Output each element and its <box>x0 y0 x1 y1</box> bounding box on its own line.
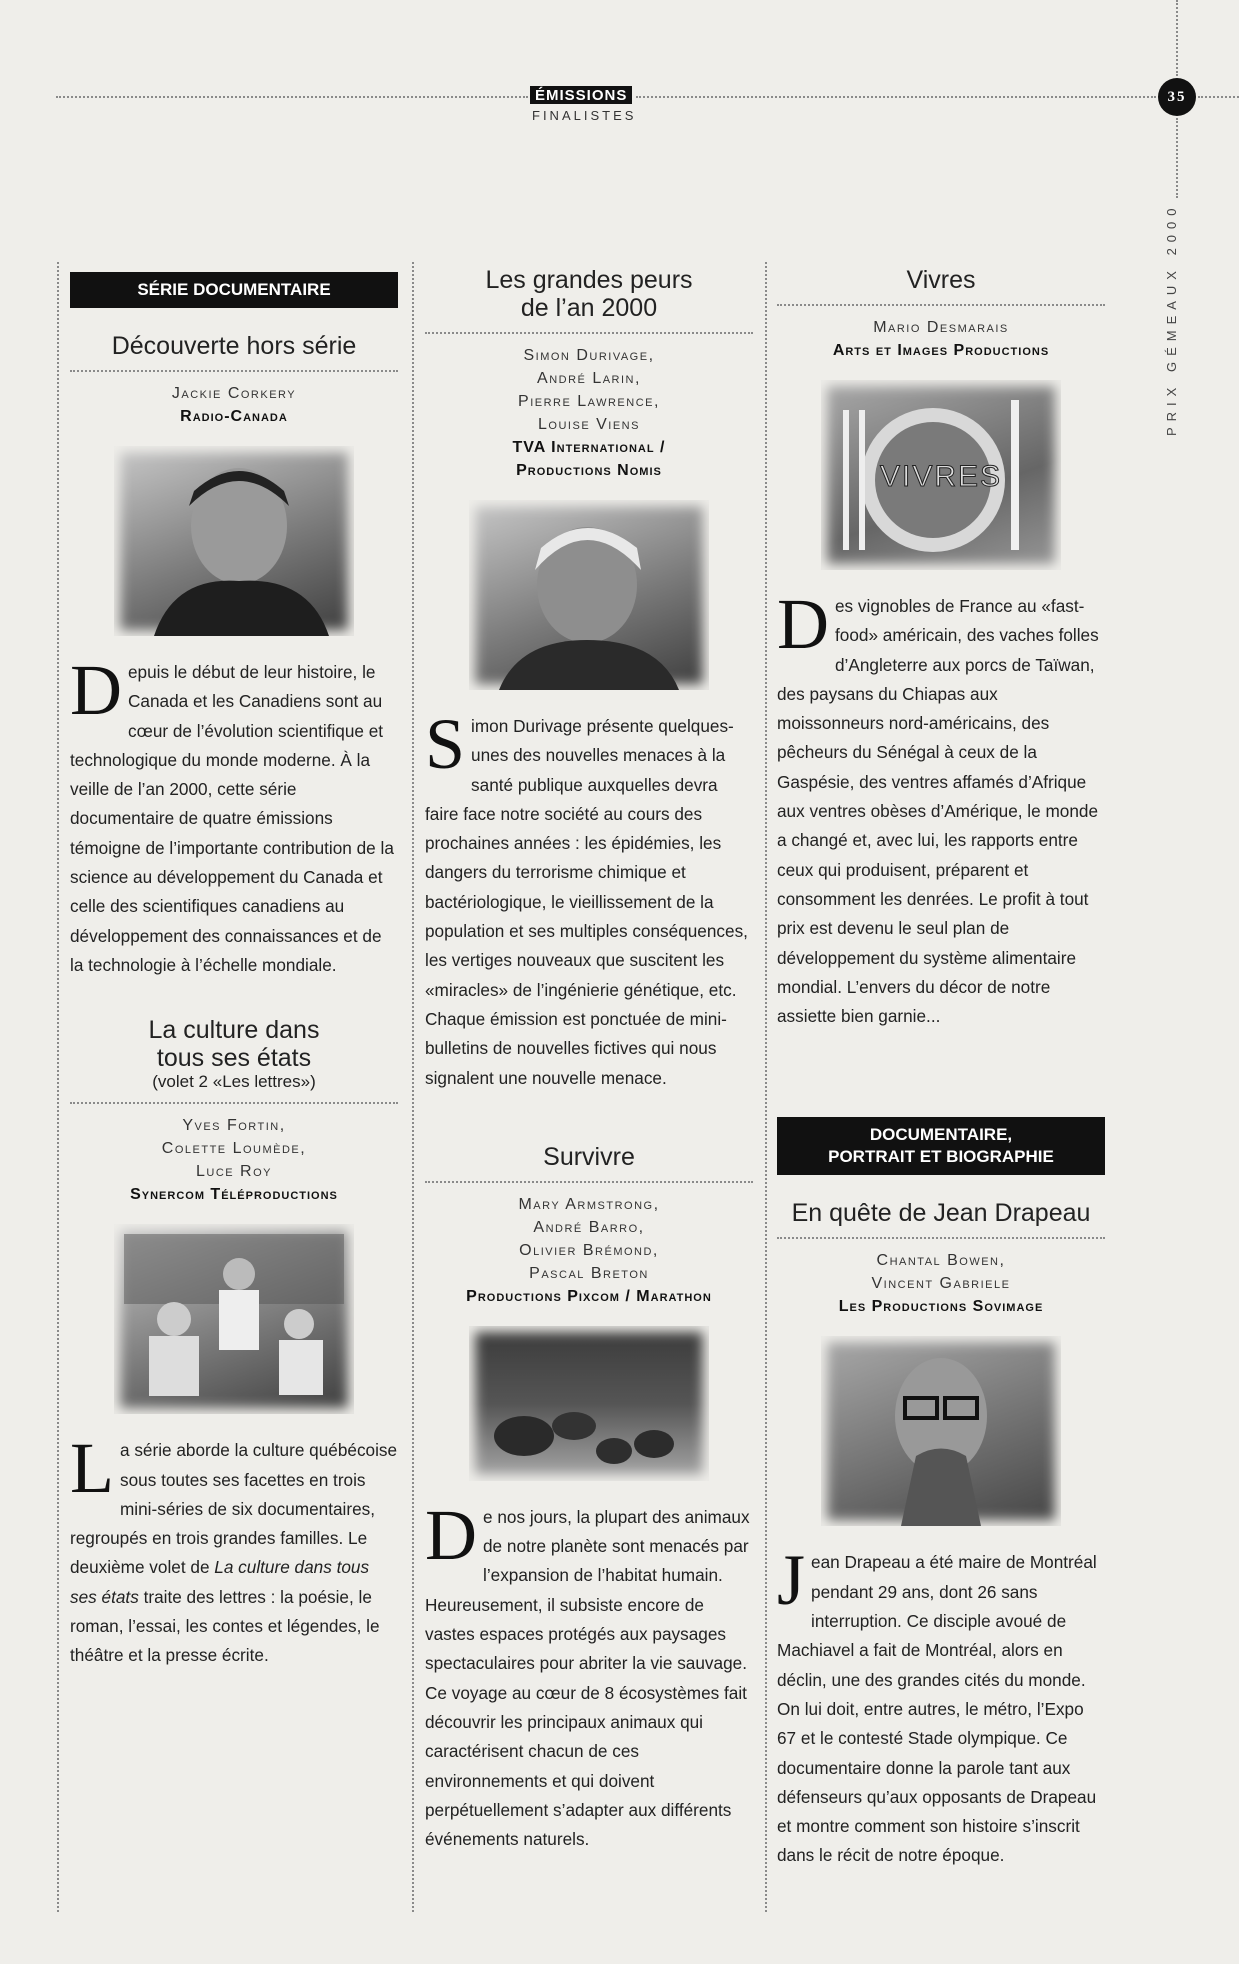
title-rule <box>777 1237 1105 1239</box>
column-rule-2 <box>765 262 767 1912</box>
entry-description <box>70 650 398 980</box>
drop-cap: J <box>777 1540 806 1621</box>
bears-illustration <box>469 1326 709 1481</box>
title-rule <box>425 332 753 334</box>
column-rule-1 <box>412 262 414 1912</box>
description-text: imon Durivage présente quelques-unes des nouvelles menaces à la santé publique auxquelles devra faire face notre société au cours des prochaines années : les épidémies, les dangers du terrorisme chimique et bactériologique, le vieillissement de la population et ses multiples conséquences, les vertiges nouveaux que suscitent les «miracles» de l’ingénierie génétique, etc. Chaque émission est ponctuée de mini-bulletins de nouvelles fictives qui nous signalent une nouvelle menace. <box>425 716 748 1088</box>
entry-producer: Arts et Images Productions <box>832 342 1050 359</box>
entry-credit: André Larin, <box>537 370 641 387</box>
bears-photo <box>469 1326 709 1481</box>
entry-description <box>425 704 753 1093</box>
drop-cap: L <box>70 1428 114 1509</box>
group-photo <box>114 1224 354 1414</box>
entry-credit: Mary Armstrong, <box>518 1195 660 1213</box>
description-text: e nos jours, la plupart des animaux de notre planète sont menacés par l’expansion de l’habitat humain. Heureusement, il subsiste encore de vastes espaces protégés aux paysages spectaculaires pour abriter la vie sauvage. Ce voyage au cœur de 8 écosystèmes fait découvrir les principaux animaux qui caractérisent chacun de ces environnements et qui doivent perpétuellement s’adapter aux différents événements naturels. <box>425 1506 750 1850</box>
entry-credit: Chantal Bowen, <box>876 1252 1006 1270</box>
entry-title: Découverte hors série <box>111 332 357 360</box>
entry-producer: Productions Pixcom / Marathon <box>466 1287 712 1305</box>
entry-decouverte <box>70 332 398 980</box>
entry-credit: Olivier Brémond, <box>519 1241 659 1259</box>
entry-credit: Colette Loumède, <box>161 1140 307 1158</box>
entry-jean-drapeau <box>777 1199 1105 1870</box>
entry-producer: Radio-Canada <box>180 408 288 425</box>
side-rule-top <box>1176 0 1178 76</box>
entry-title-line1: Les grandes peurs <box>485 266 693 294</box>
entry-description <box>425 1494 753 1855</box>
entry-survivre <box>425 1143 753 1855</box>
description-text: traite des lettres : la poésie, le roman, l’essai, les contes et légendes, le théâtre et la presse écrite. <box>70 1586 380 1666</box>
description-text: ean Drapeau a été maire de Montréal pendant 29 ans, dont 26 sans interruption. Ce disciple avoué de Machiavel a fait de Montréal, alors en déclin, une des grandes cités du monde. On lui doit, entre autres, le métro, l’Expo 67 et le contesté Stade olympique. Ce documentaire donne la parole tant aux défenseurs qu’aux opposants de Drapeau et montre comment son histoire s’inscrit dans le récit de notre époque. <box>777 1552 1097 1866</box>
page-number: 35 <box>1158 78 1196 116</box>
entry-culture <box>70 1016 398 1670</box>
drop-cap: S <box>425 704 466 784</box>
entry-credit: Louise Viens <box>538 416 640 433</box>
side-caption: PRIX GÉMEAUX 2000 <box>1164 202 1179 436</box>
entry-description <box>777 584 1105 1031</box>
column-3 <box>777 266 1105 1871</box>
header-rule-far-right <box>1198 96 1239 98</box>
side-rule-mid <box>1176 118 1178 198</box>
entry-credit: Jackie Corkery <box>171 385 297 402</box>
title-rule <box>70 370 398 372</box>
entry-producer: Synercom Téléproductions <box>130 1186 338 1204</box>
drop-cap: D <box>425 1494 477 1575</box>
plate-photo <box>821 380 1061 570</box>
entry-producer: Les Productions Sovimage <box>838 1298 1044 1316</box>
category-banner <box>777 1117 1105 1175</box>
portrait-illustration <box>469 500 709 690</box>
portrait-illustration <box>114 446 354 636</box>
entry-producer-line1: TVA International / <box>512 439 666 456</box>
group-illustration <box>114 1224 354 1414</box>
section-tag: ÉMISSIONS <box>530 86 632 104</box>
entry-credit: Simon Durivage, <box>523 347 655 364</box>
description-italic: La culture dans tous ses états <box>70 1557 370 1607</box>
entry-title-line1: La culture dans <box>148 1016 320 1045</box>
entry-credit: Mario Desmarais <box>873 319 1009 336</box>
entry-description <box>70 1428 398 1670</box>
description-text: a série aborde la culture québécoise sous toutes ses facettes en trois mini-séries de six documentaires, regroupés en trois grandes familles. Le deuxième volet de <box>70 1440 398 1578</box>
entry-credit: Luce Roy <box>195 1163 273 1181</box>
entry-producer-line2: Productions Nomis <box>516 462 662 479</box>
category-banner: SÉRIE DOCUMENTAIRE <box>70 272 398 308</box>
drop-cap: D <box>70 650 122 730</box>
description-text: es vignobles de France au «fast-food» américain, des vaches folles d’Angleterre aux porcs de Taïwan, des paysans du Chiapas aux moissonneurs nord-américains, des pêcheurs du Sénégal à ceux de la Gaspésie, des ventres affamés d’Afrique aux ventres obèses d’Amérique, le monde a changé et, avec lui, les rapports entre ceux qui produisent, préparent et consomment les denrées. Le profit à tout prix est devenu le seul plan de développement du système alimentaire mondial. L’envers du décor de notre assiette bien garnie... <box>777 596 1099 1027</box>
entry-credit: André Barro, <box>533 1218 645 1236</box>
entry-credit: Yves Fortin, <box>182 1117 286 1135</box>
portrait-illustration <box>821 1336 1061 1526</box>
column-2 <box>425 266 753 1854</box>
entry-description <box>777 1540 1105 1870</box>
entry-title: Survivre <box>543 1142 635 1171</box>
column-rule-left <box>57 262 59 1912</box>
portrait-photo <box>114 446 354 636</box>
portrait-photo <box>469 500 709 690</box>
entry-credit: Pascal Breton <box>529 1264 649 1282</box>
drop-cap: D <box>777 584 829 664</box>
column-1 <box>70 272 398 1671</box>
entry-subtitle: (volet 2 «Les lettres») <box>152 1072 316 1092</box>
portrait-photo <box>821 1336 1061 1526</box>
category-line2: PORTRAIT ET BIOGRAPHIE <box>828 1147 1054 1167</box>
entry-vivres <box>777 266 1105 1031</box>
entry-title-line2: tous ses états <box>156 1044 312 1073</box>
title-rule <box>70 1102 398 1104</box>
header-rule-right <box>636 96 1156 98</box>
entry-title-line2: de l’an 2000 <box>520 294 658 322</box>
title-rule <box>777 304 1105 306</box>
category-line1: DOCUMENTAIRE, <box>869 1125 1013 1145</box>
entry-grandes-peurs <box>425 266 753 1093</box>
section-subtitle: FINALISTES <box>532 108 637 123</box>
entry-credit: Pierre Lawrence, <box>518 393 660 410</box>
description-text: epuis le début de leur histoire, le Canada et les Canadiens sont au cœur de l’évolution scientifique et technologique du monde moderne. À la veille de l’an 2000, cette série documentaire de quatre émissions témoigne de l’importante contribution de la science au développement du Canada et celle des scientifiques canadiens au développement des connaissances et de la technologie à l’échelle mondiale. <box>70 662 394 975</box>
photo-logo: VIVRES <box>879 460 1003 493</box>
title-rule <box>425 1181 753 1183</box>
entry-credit: Vincent Gabriele <box>871 1275 1011 1293</box>
header-rule-left <box>56 96 528 98</box>
entry-title: Vivres <box>906 266 976 294</box>
entry-title: En quête de Jean Drapeau <box>791 1199 1091 1228</box>
